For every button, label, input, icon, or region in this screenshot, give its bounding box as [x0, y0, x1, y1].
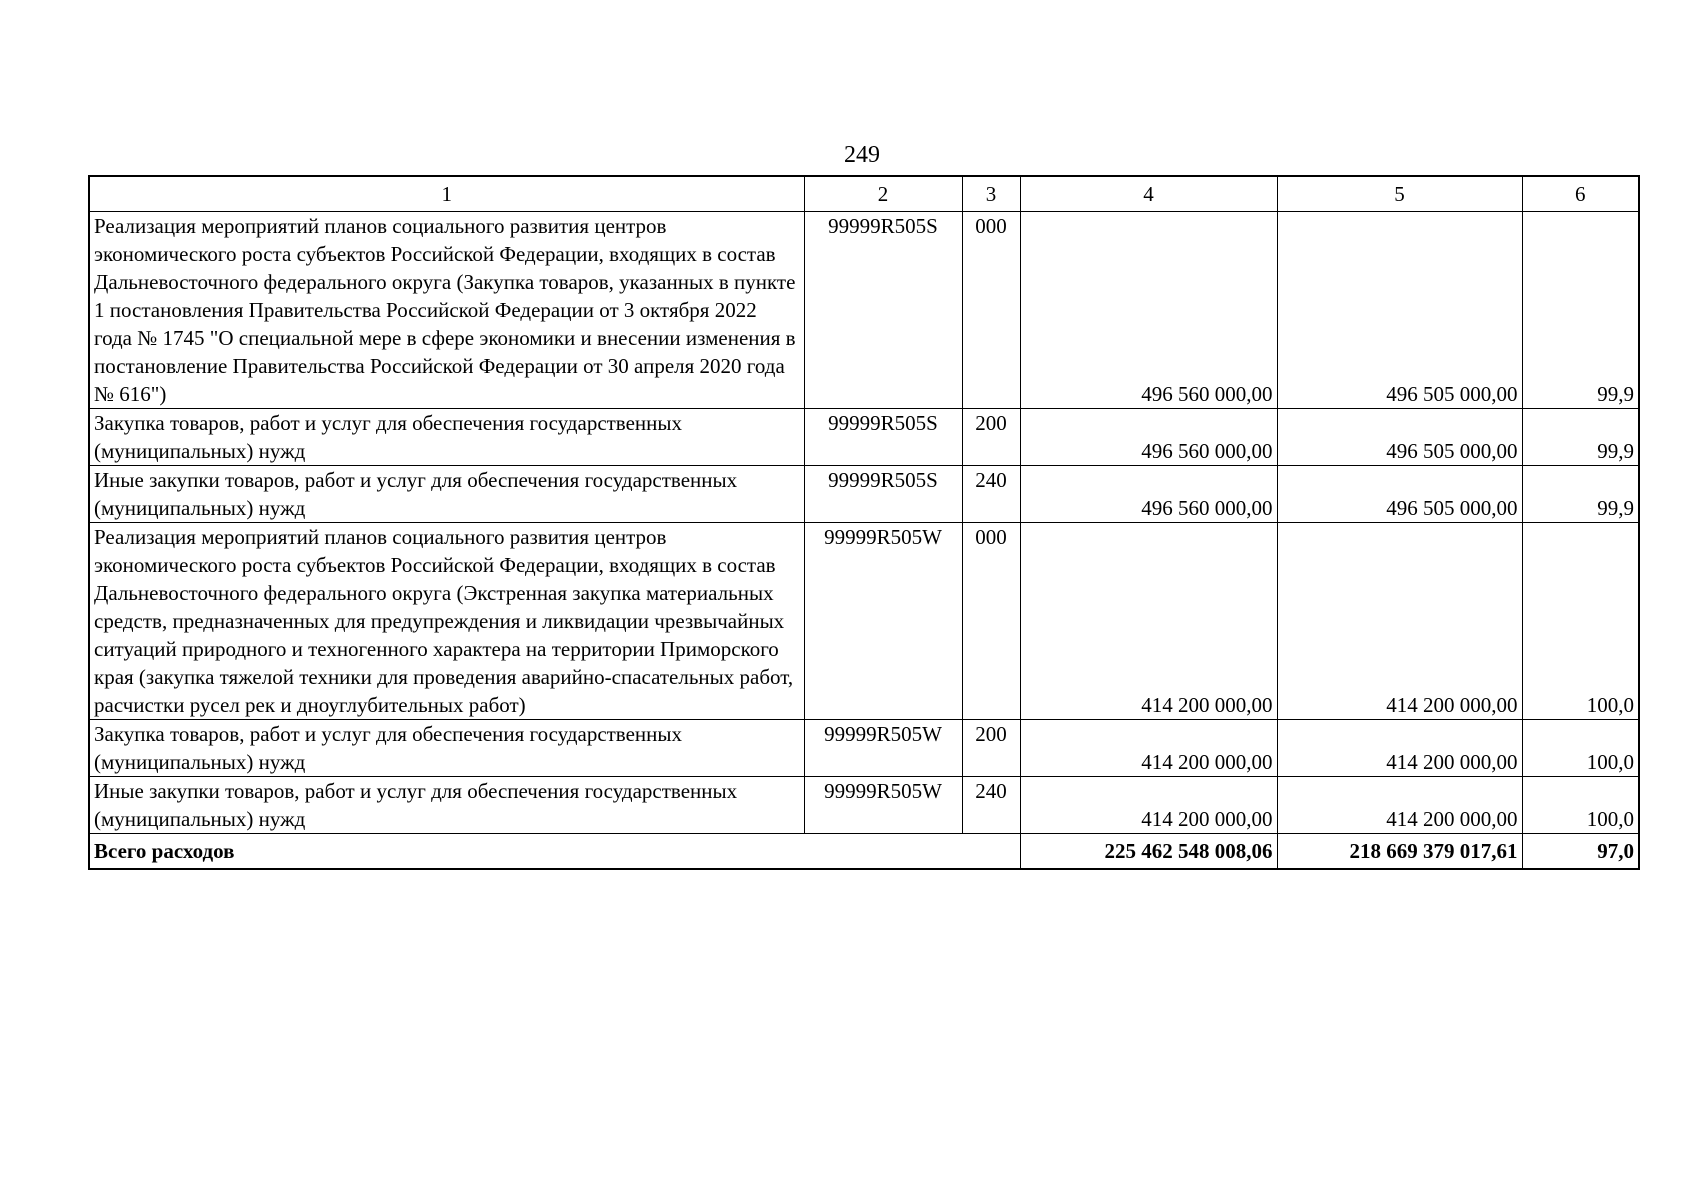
row-type: 240 — [962, 466, 1020, 523]
row-type: 200 — [962, 409, 1020, 466]
total-row — [89, 834, 1639, 870]
row-planned: 496 560 000,00 — [1020, 212, 1277, 409]
row-planned: 496 560 000,00 — [1020, 409, 1277, 466]
row-code: 99999R505W — [804, 523, 962, 720]
column-header-5: 5 — [1277, 176, 1522, 212]
row-name: Закупка товаров, работ и услуг для обеспечения государственных (муниципальных) нужд — [89, 409, 804, 466]
row-planned: 496 560 000,00 — [1020, 466, 1277, 523]
table-row — [89, 523, 1639, 720]
row-percent: 99,9 — [1522, 409, 1639, 466]
row-actual: 496 505 000,00 — [1277, 466, 1522, 523]
row-percent: 100,0 — [1522, 777, 1639, 834]
row-name: Иные закупки товаров, работ и услуг для обеспечения государственных (муниципальных) нужд — [89, 466, 804, 523]
row-percent: 99,9 — [1522, 212, 1639, 409]
total-actual: 218 669 379 017,61 — [1277, 834, 1522, 870]
row-actual: 414 200 000,00 — [1277, 523, 1522, 720]
row-code: 99999R505S — [804, 409, 962, 466]
row-percent: 99,9 — [1522, 466, 1639, 523]
table-header-row — [89, 176, 1639, 212]
row-code: 99999R505W — [804, 720, 962, 777]
table-row — [89, 409, 1639, 466]
row-actual: 414 200 000,00 — [1277, 720, 1522, 777]
row-code: 99999R505S — [804, 466, 962, 523]
total-label: Всего расходов — [89, 834, 1020, 870]
table-row — [89, 720, 1639, 777]
row-planned: 414 200 000,00 — [1020, 720, 1277, 777]
row-actual: 496 505 000,00 — [1277, 409, 1522, 466]
row-actual: 496 505 000,00 — [1277, 212, 1522, 409]
row-planned: 414 200 000,00 — [1020, 523, 1277, 720]
row-name: Закупка товаров, работ и услуг для обеспечения государственных (муниципальных) нужд — [89, 720, 804, 777]
column-header-2: 2 — [804, 176, 962, 212]
page-number: 249 — [844, 142, 880, 168]
row-planned: 414 200 000,00 — [1020, 777, 1277, 834]
row-code: 99999R505W — [804, 777, 962, 834]
total-planned: 225 462 548 008,06 — [1020, 834, 1277, 870]
row-name: Иные закупки товаров, работ и услуг для обеспечения государственных (муниципальных) нужд — [89, 777, 804, 834]
row-name: Реализация мероприятий планов социального развития центров экономического роста субъектов Российской Федерации, входящих в состав Дальневосточного федерального округа (Экстренная закупка материальных средств, предназначенных для предупреждения и ликвидации чрезвычайных ситуаций природного и техногенного характера на территории Приморского края (закупка тяжелой техники для проведения аварийно-спасательных работ, расчистки русел рек и дноуглубительных работ) — [89, 523, 804, 720]
row-percent: 100,0 — [1522, 720, 1639, 777]
row-type: 000 — [962, 212, 1020, 409]
table-row — [89, 212, 1639, 409]
row-percent: 100,0 — [1522, 523, 1639, 720]
table-row — [89, 466, 1639, 523]
expenditure-table — [88, 175, 1640, 870]
row-code: 99999R505S — [804, 212, 962, 409]
row-type: 240 — [962, 777, 1020, 834]
table-row — [89, 777, 1639, 834]
column-header-1: 1 — [89, 176, 804, 212]
column-header-6: 6 — [1522, 176, 1639, 212]
column-header-3: 3 — [962, 176, 1020, 212]
total-percent: 97,0 — [1522, 834, 1639, 870]
row-type: 000 — [962, 523, 1020, 720]
row-name: Реализация мероприятий планов социального развития центров экономического роста субъектов Российской Федерации, входящих в состав Дальневосточного федерального округа (Закупка товаров, указанных в пункте 1 постановления Правительства Российской Федерации от 3 октября 2022 года № 1745 "О специальной мере в сфере экономики и внесении изменения в постановление Правительства Российской Федерации от 30 апреля 2020 года № 616") — [89, 212, 804, 409]
column-header-4: 4 — [1020, 176, 1277, 212]
row-type: 200 — [962, 720, 1020, 777]
row-actual: 414 200 000,00 — [1277, 777, 1522, 834]
